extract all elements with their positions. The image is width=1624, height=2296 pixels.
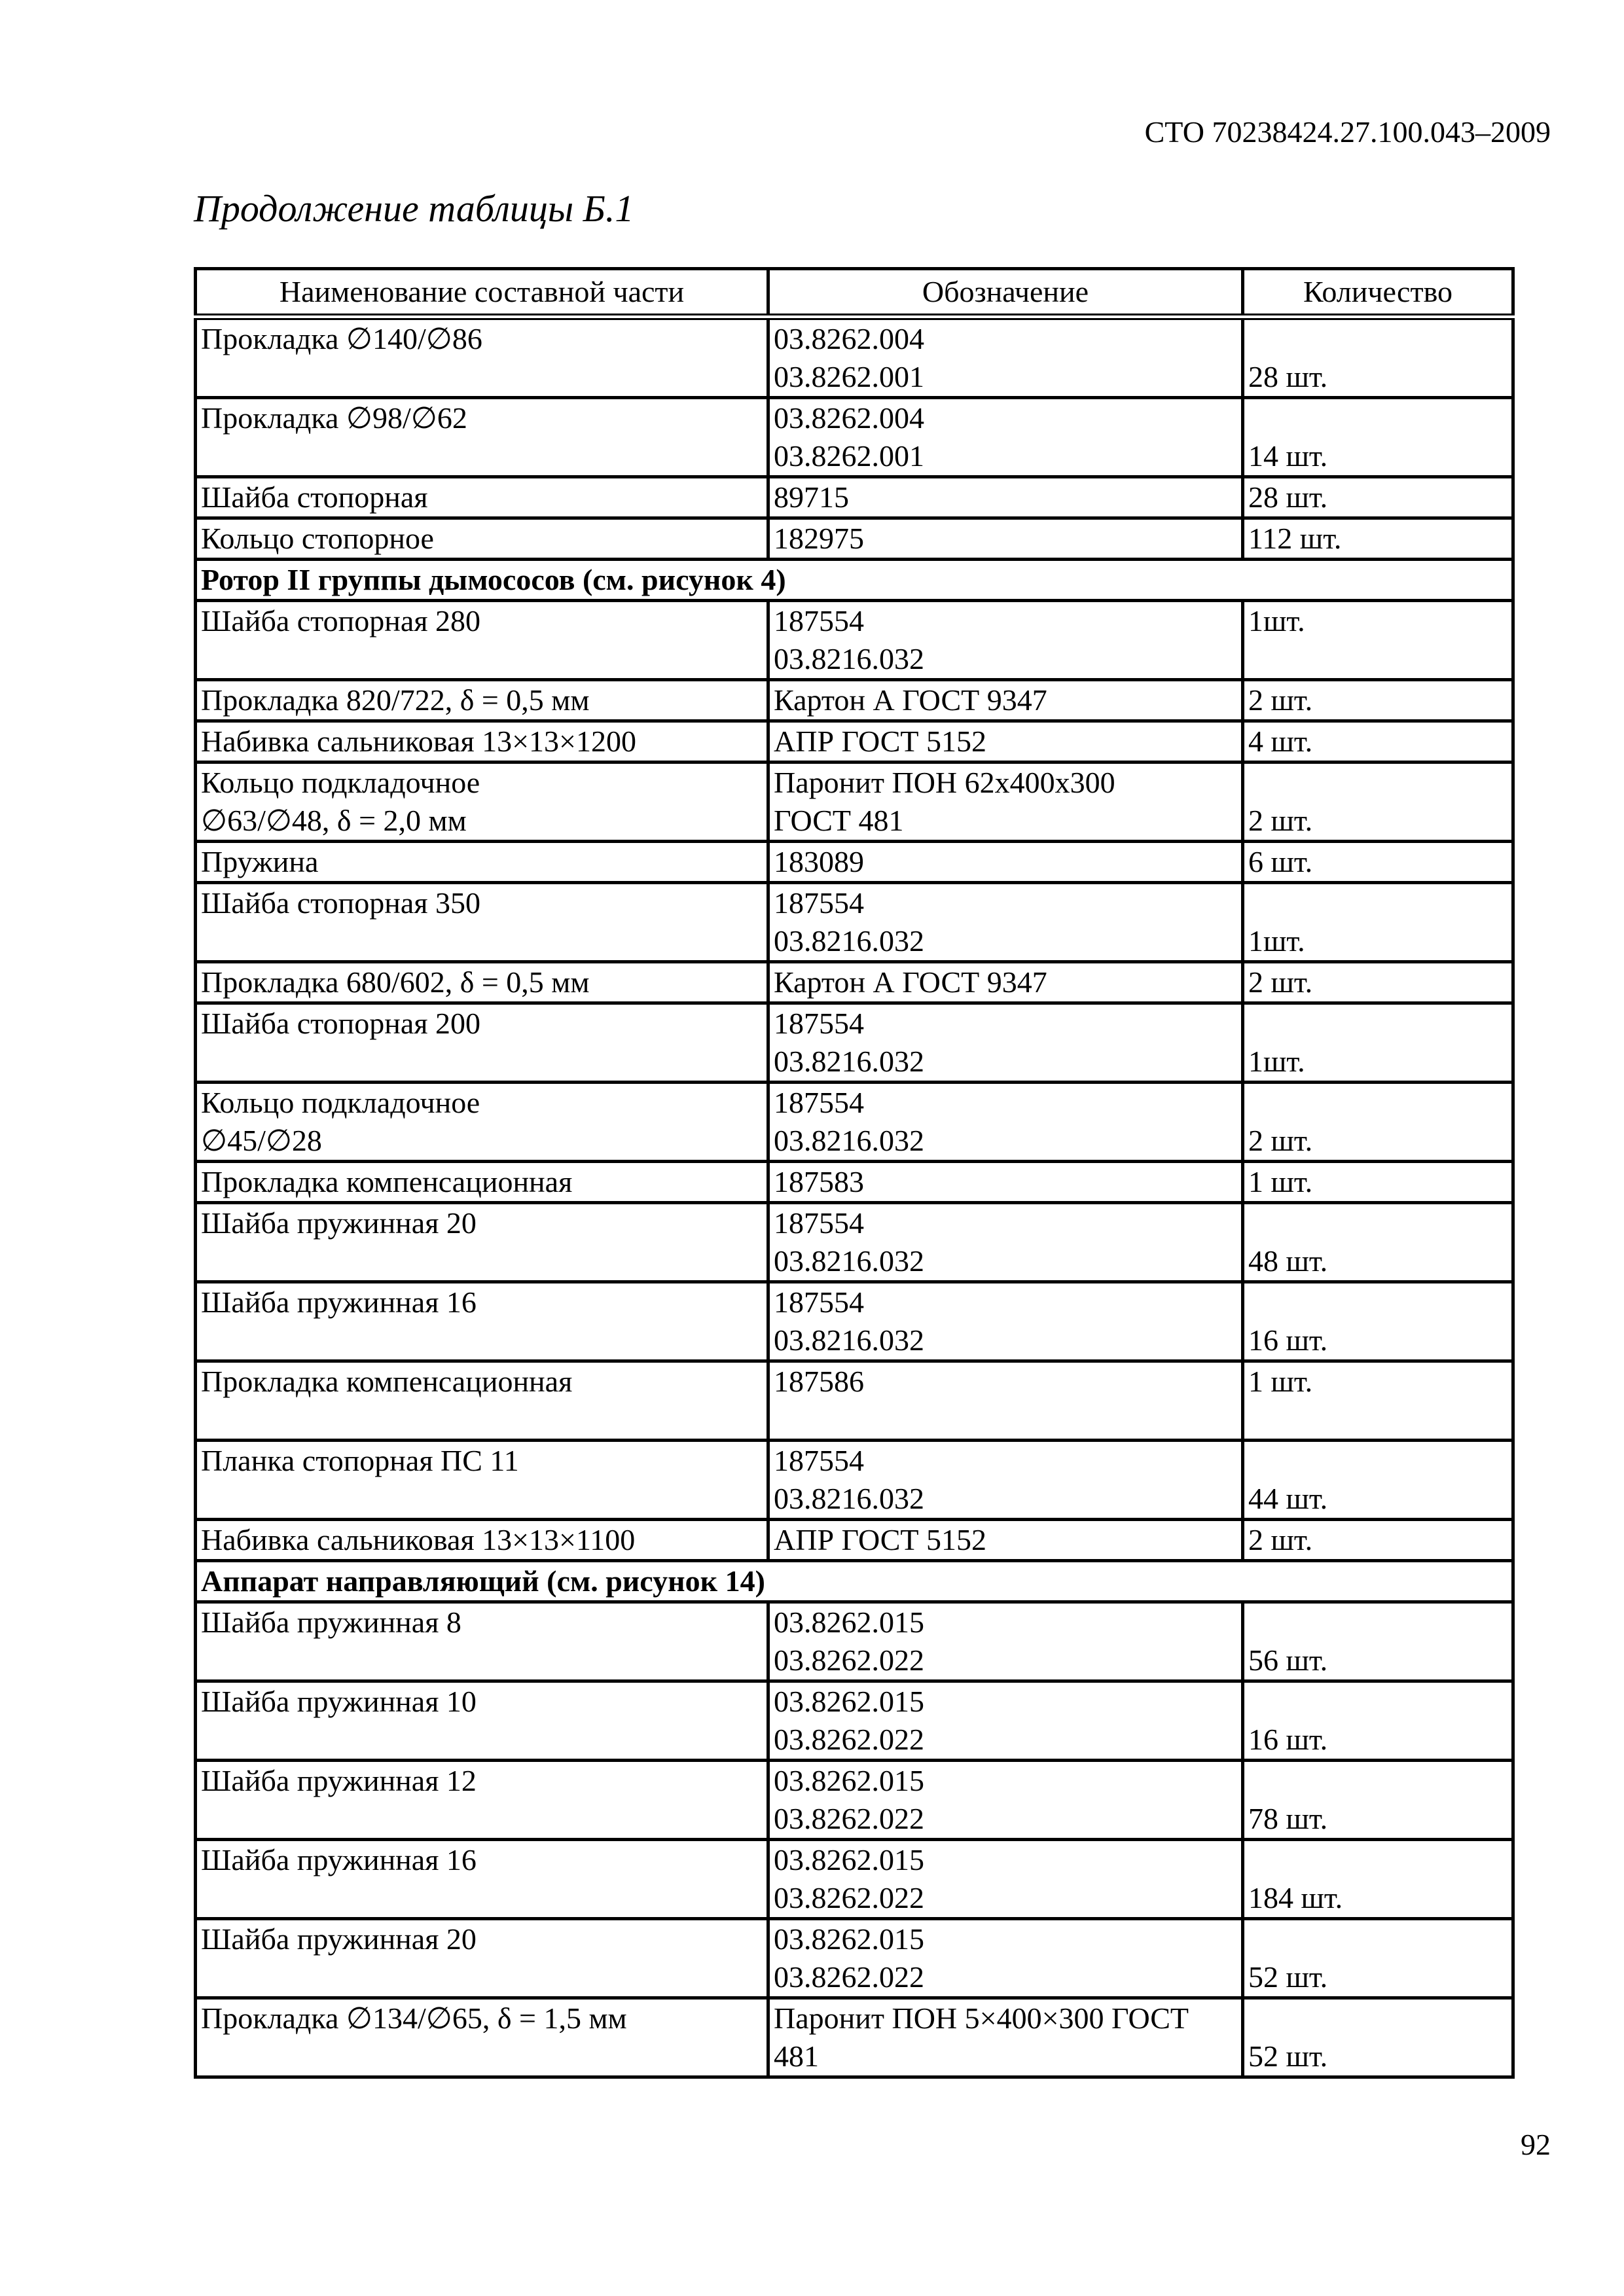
- cell-name: Прокладка 680/602, δ = 0,5 мм: [196, 962, 768, 1003]
- cell-name: Прокладка ∅134/∅65, δ = 1,5 мм: [196, 1998, 768, 2077]
- table-row: [196, 477, 1513, 518]
- table-row: [196, 1681, 1513, 1761]
- cell-quantity: 28 шт.: [1243, 477, 1513, 518]
- cell-quantity: 184 шт.: [1243, 1840, 1513, 1919]
- cell-quantity: 14 шт.: [1243, 398, 1513, 477]
- table-row: [196, 680, 1513, 721]
- cell-name: Набивка сальниковая 13×13×1200: [196, 721, 768, 762]
- table-row: [196, 721, 1513, 762]
- cell-designation: 03.8262.015 03.8262.022: [768, 1681, 1243, 1761]
- cell-quantity: 48 шт.: [1243, 1203, 1513, 1282]
- table-row: [196, 1003, 1513, 1083]
- table-row: [196, 842, 1513, 883]
- cell-designation: Паронит ПОН 5×400×300 ГОСТ 481: [768, 1998, 1243, 2077]
- table-row: [196, 962, 1513, 1003]
- cell-name: Шайба стопорная: [196, 477, 768, 518]
- cell-designation: Картон А ГОСТ 9347: [768, 680, 1243, 721]
- cell-designation: Паронит ПОН 62х400х300 ГОСТ 481: [768, 762, 1243, 842]
- cell-quantity: 52 шт.: [1243, 1919, 1513, 1998]
- cell-name: Пружина: [196, 842, 768, 883]
- cell-name: Кольцо стопорное: [196, 518, 768, 560]
- cell-designation: 187586: [768, 1361, 1243, 1441]
- cell-name: Прокладка ∅140/∅86: [196, 317, 768, 398]
- cell-quantity: 78 шт.: [1243, 1761, 1513, 1840]
- column-header-quantity: Количество: [1243, 269, 1513, 317]
- page-number: 92: [1521, 2128, 1551, 2161]
- cell-designation: 03.8262.015 03.8262.022: [768, 1602, 1243, 1681]
- cell-designation: 89715: [768, 477, 1243, 518]
- cell-quantity: 56 шт.: [1243, 1602, 1513, 1681]
- cell-quantity: 1шт.: [1243, 883, 1513, 962]
- table-row: [196, 1840, 1513, 1919]
- cell-name: Шайба пружинная 16: [196, 1282, 768, 1361]
- cell-quantity: 2 шт.: [1243, 962, 1513, 1003]
- cell-name: Шайба пружинная 20: [196, 1919, 768, 1998]
- cell-quantity: 16 шт.: [1243, 1681, 1513, 1761]
- cell-name: Прокладка компенсационная: [196, 1361, 768, 1441]
- cell-designation: 187554 03.8216.032: [768, 1441, 1243, 1520]
- table-row: [196, 317, 1513, 398]
- column-header-designation: Обозначение: [768, 269, 1243, 317]
- cell-designation: 187554 03.8216.032: [768, 1203, 1243, 1282]
- cell-quantity: 4 шт.: [1243, 721, 1513, 762]
- cell-quantity: 52 шт.: [1243, 1998, 1513, 2077]
- section-title: Ротор II группы дымососов (см. рисунок 4): [196, 560, 1513, 601]
- cell-designation: 187554 03.8216.032: [768, 883, 1243, 962]
- cell-name: Прокладка 820/722, δ = 0,5 мм: [196, 680, 768, 721]
- cell-quantity: 1шт.: [1243, 601, 1513, 680]
- cell-designation: 187554 03.8216.032: [768, 1003, 1243, 1083]
- cell-name: Шайба стопорная 280: [196, 601, 768, 680]
- cell-name: Шайба стопорная 350: [196, 883, 768, 962]
- cell-designation: 03.8262.015 03.8262.022: [768, 1919, 1243, 1998]
- table-header-row: [196, 269, 1513, 317]
- cell-quantity: 28 шт.: [1243, 317, 1513, 398]
- table-row: [196, 1441, 1513, 1520]
- cell-name: Прокладка компенсационная: [196, 1162, 768, 1203]
- cell-quantity: 2 шт.: [1243, 1520, 1513, 1561]
- cell-designation: 03.8262.015 03.8262.022: [768, 1761, 1243, 1840]
- cell-quantity: 16 шт.: [1243, 1282, 1513, 1361]
- cell-designation: 183089: [768, 842, 1243, 883]
- section-title: Аппарат направляющий (см. рисунок 14): [196, 1561, 1513, 1602]
- column-header-name: Наименование составной части: [196, 269, 768, 317]
- cell-designation: Картон А ГОСТ 9347: [768, 962, 1243, 1003]
- cell-name: Шайба стопорная 200: [196, 1003, 768, 1083]
- section-row: [196, 1561, 1513, 1602]
- table-body: [196, 317, 1513, 2077]
- cell-quantity: 1шт.: [1243, 1003, 1513, 1083]
- cell-designation: АПР ГОСТ 5152: [768, 1520, 1243, 1561]
- cell-name: Шайба пружинная 10: [196, 1681, 768, 1761]
- table-row: [196, 601, 1513, 680]
- cell-name: Шайба пружинная 16: [196, 1840, 768, 1919]
- table-row: [196, 883, 1513, 962]
- table-caption: Продолжение таблицы Б.1: [194, 187, 634, 230]
- cell-designation: 187554 03.8216.032: [768, 601, 1243, 680]
- cell-name: Планка стопорная ПС 11: [196, 1441, 768, 1520]
- table-row: [196, 518, 1513, 560]
- cell-name: Набивка сальниковая 13×13×1100: [196, 1520, 768, 1561]
- table-row: [196, 1919, 1513, 1998]
- table-row: [196, 1998, 1513, 2077]
- table-row: [196, 1602, 1513, 1681]
- document-code: СТО 70238424.27.100.043–2009: [1144, 115, 1551, 149]
- cell-name: Кольцо подкладочное ∅45/∅28: [196, 1083, 768, 1162]
- cell-quantity: 1 шт.: [1243, 1162, 1513, 1203]
- cell-designation: 03.8262.004 03.8262.001: [768, 398, 1243, 477]
- table-row: [196, 1162, 1513, 1203]
- table-row: [196, 1083, 1513, 1162]
- cell-name: Кольцо подкладочное ∅63/∅48, δ = 2,0 мм: [196, 762, 768, 842]
- cell-designation: 03.8262.004 03.8262.001: [768, 317, 1243, 398]
- cell-name: Шайба пружинная 8: [196, 1602, 768, 1681]
- cell-quantity: 2 шт.: [1243, 680, 1513, 721]
- cell-designation: 187583: [768, 1162, 1243, 1203]
- cell-designation: 03.8262.015 03.8262.022: [768, 1840, 1243, 1919]
- cell-quantity: 44 шт.: [1243, 1441, 1513, 1520]
- cell-quantity: 112 шт.: [1243, 518, 1513, 560]
- cell-name: Шайба пружинная 12: [196, 1761, 768, 1840]
- cell-quantity: 2 шт.: [1243, 762, 1513, 842]
- cell-designation: 187554 03.8216.032: [768, 1083, 1243, 1162]
- cell-designation: АПР ГОСТ 5152: [768, 721, 1243, 762]
- table-row: [196, 1203, 1513, 1282]
- table-row: [196, 1282, 1513, 1361]
- section-row: [196, 560, 1513, 601]
- table-row: [196, 398, 1513, 477]
- cell-name: Прокладка ∅98/∅62: [196, 398, 768, 477]
- cell-name: Шайба пружинная 20: [196, 1203, 768, 1282]
- cell-designation: 182975: [768, 518, 1243, 560]
- table-row: [196, 1520, 1513, 1561]
- cell-quantity: 2 шт.: [1243, 1083, 1513, 1162]
- table-row: [196, 762, 1513, 842]
- cell-designation: 187554 03.8216.032: [768, 1282, 1243, 1361]
- table-row: [196, 1361, 1513, 1441]
- cell-quantity: 6 шт.: [1243, 842, 1513, 883]
- cell-quantity: 1 шт.: [1243, 1361, 1513, 1441]
- parts-table: [194, 267, 1515, 2079]
- table-row: [196, 1761, 1513, 1840]
